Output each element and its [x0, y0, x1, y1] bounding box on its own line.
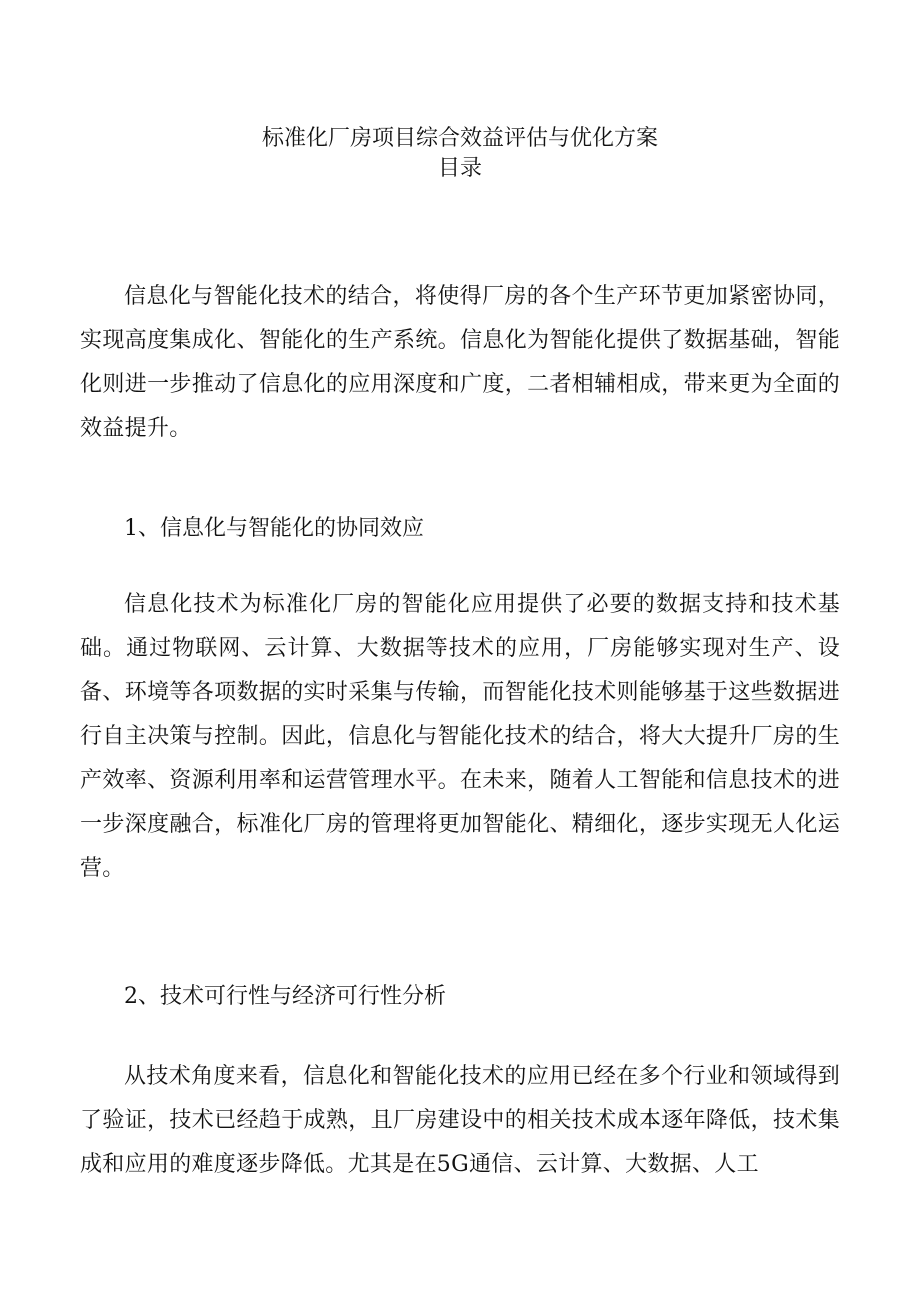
paragraph-1: 信息化与智能化技术的结合，将使得厂房的各个生产环节更加紧密协同，实现高度集成化、智能化的生产系统。信息化为智能化提供了数据基础，智能化则进一步推动了信息化的应用深度和广度，二者相辅相成，带来更为全面的效益提升。 — [80, 284, 840, 441]
paragraph-3: 从技术角度来看，信息化和智能化技术的应用已经在多个行业和领域得到了验证，技术已经趋于成熟，且厂房建设中的相关技术成本逐年降低，技术集成和应用的难度逐步降低。尤其是在5G通信、云计算、大数据、人工 — [80, 1064, 840, 1177]
section-heading-1: 1、信息化与智能化的协同效应 — [124, 516, 424, 541]
document-subtitle: 目录 — [437, 156, 482, 181]
paragraph-2: 信息化技术为标准化厂房的智能化应用提供了必要的数据支持和技术基础。通过物联网、云计算、大数据等技术的应用，厂房能够实现对生产、设备、环境等各项数据的实时采集与传输，而智能化技术则能够基于这些数据进行自主决策与控制。因此，信息化与智能化技术的结合，将大大提升厂房的生产效率、资源利用率和运营管理水平。在未来，随着人工智能和信息技术的进一步深度融合，标准化厂房的管理将更加智能化、精细化，逐步实现无人化运营。 — [80, 592, 840, 881]
document-title: 标准化厂房项目综合效益评估与优化方案 — [261, 126, 658, 151]
section-heading-2: 2、技术可行性与经济可行性分析 — [124, 984, 446, 1009]
